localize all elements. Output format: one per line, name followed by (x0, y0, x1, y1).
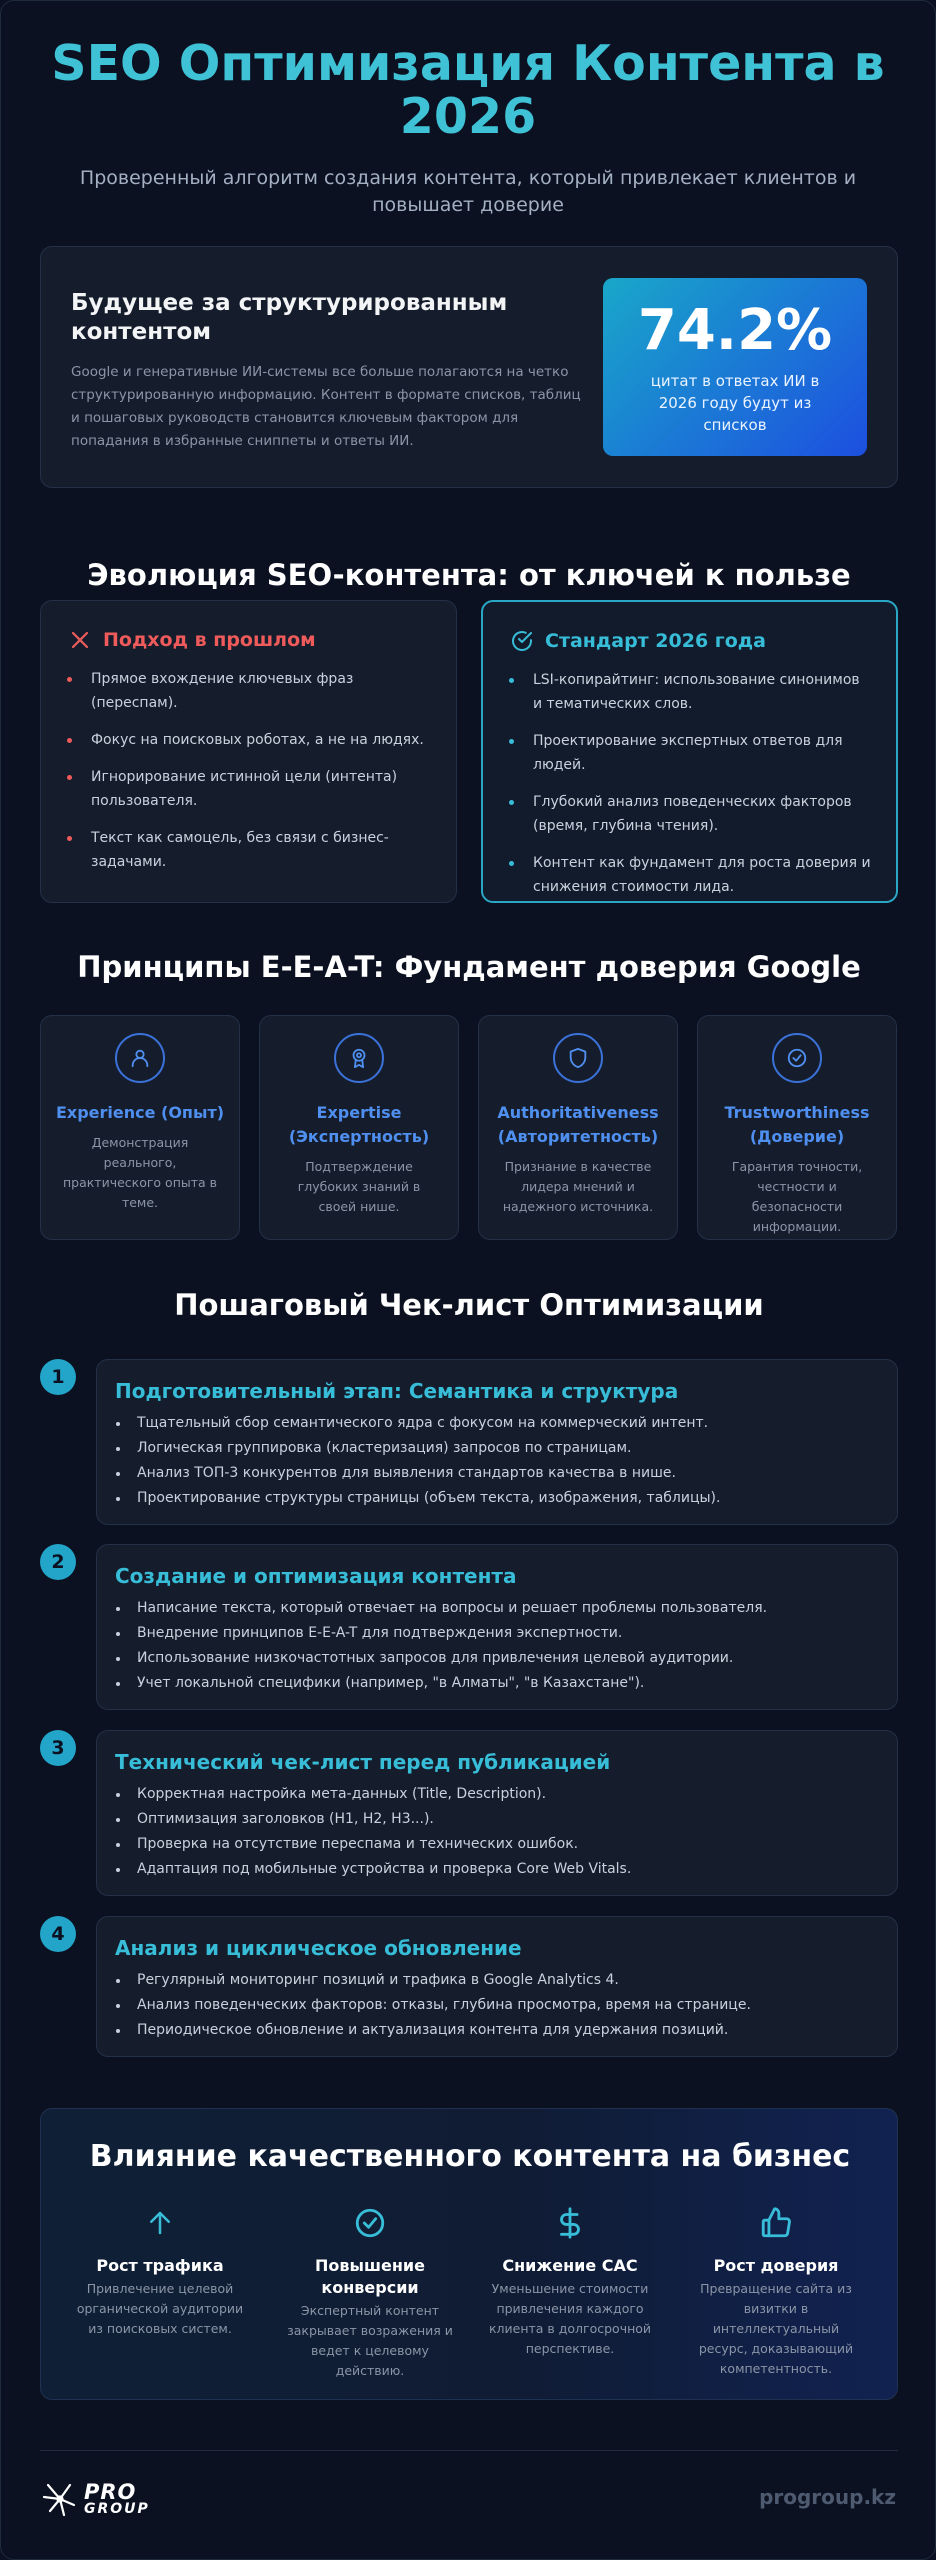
logo-text (84, 2480, 150, 2518)
impact-item-conversion (275, 2201, 465, 2381)
step-title: Технический чек-лист перед публикацией (115, 1750, 611, 1774)
impact-item-text: Уменьшение стоимости привлечения каждого клиента в долгосрочной перспективе. (488, 2281, 652, 2356)
list-item: Регулярный мониторинг позиций и трафика в Google Analytics 4. (115, 1968, 877, 1993)
list-item: Проектирование экспертных ответов для людей. (509, 729, 872, 777)
step-number: 4 (40, 1916, 76, 1952)
badge-check-icon (772, 1033, 822, 1083)
list-item: Логическая группировка (кластеризация) запросов по страницам. (115, 1436, 877, 1461)
impact-item-title: Снижение CAC (502, 2256, 638, 2275)
impact-section (40, 2108, 898, 2400)
hero (1, 1, 935, 219)
step-title: Создание и оптимизация контента (115, 1564, 517, 1588)
past-approach-card (40, 600, 457, 903)
impact-item-title: Повышение конверсии (315, 2256, 425, 2297)
eeat-card-text: Демонстрация реального, практического опыта в теме. (62, 1135, 218, 1210)
eeat-card-text: Гарантия точности, честности и безопасности информации. (731, 1159, 863, 1234)
list-item: Прямое вхождение ключевых фраз (переспам). (67, 667, 432, 715)
site-link[interactable]: progroup.kz (759, 2485, 896, 2509)
eeat-card-text: Признание в качестве лидера мнений и надежного источника. (502, 1159, 654, 1214)
impact-item-title: Рост трафика (96, 2256, 224, 2275)
checklist-step (96, 1359, 898, 1525)
award-icon (334, 1033, 384, 1083)
eeat-card-title: Expertise (Экспертность) (288, 1103, 430, 1146)
step-title: Анализ и циклическое обновление (115, 1936, 522, 1960)
list-item: Периодическое обновление и актуализация контента для удержания позиций. (115, 2018, 877, 2043)
step-number: 1 (40, 1359, 76, 1395)
past-approach-title: Подход в прошлом (103, 629, 316, 651)
past-approach-heading (67, 627, 432, 653)
x-icon (67, 627, 93, 653)
step-list (115, 1968, 877, 2043)
stat-value: 74.2% (637, 298, 833, 363)
list-item: Анализ ТОП-3 конкурентов для выявления стандартов качества в нише. (115, 1461, 877, 1486)
logo-text-top: PRO (84, 2480, 137, 2504)
standard-2026-card (481, 600, 898, 903)
logo-text-bottom: GROUP (84, 2501, 150, 2517)
arrow-up-icon (65, 2201, 255, 2245)
check-circle-icon (509, 628, 535, 654)
stat-caption: цитат в ответах ИИ в 2026 году будут из списков (650, 372, 820, 434)
eeat-card-text: Подтверждение глубоких знаний в своей нише. (297, 1159, 421, 1214)
list-item: Анализ поведенческих факторов: отказы, глубина просмотра, время на странице. (115, 1993, 877, 2018)
shield-icon (553, 1033, 603, 1083)
list-item: Использование низкочастотных запросов для привлечения целевой аудитории. (115, 1646, 877, 1671)
checklist-step (96, 1916, 898, 2057)
list-item: Глубокий анализ поведенческих факторов (время, глубина чтения). (509, 790, 872, 838)
impact-item-trust (681, 2201, 871, 2379)
impact-item-cac (475, 2201, 665, 2359)
step-title: Подготовительный этап: Семантика и структура (115, 1379, 679, 1403)
step-list (115, 1411, 877, 1511)
eeat-card-title: Trustworthiness (Доверие) (724, 1103, 870, 1146)
eeat-card-expertise (259, 1015, 459, 1240)
list-item: Игнорирование истинной цели (интента) пользователя. (67, 765, 432, 813)
standard-2026-list (509, 668, 872, 899)
footer-divider (40, 2450, 898, 2451)
page-title: SEO Оптимизация Контента в 2026 (51, 35, 885, 145)
impact-item-traffic (65, 2201, 255, 2339)
list-item: Текст как самоцель, без связи с бизнес-задачами. (67, 826, 432, 874)
eeat-card-trustworthiness (697, 1015, 897, 1240)
standard-2026-heading (509, 628, 872, 654)
future-text: Google и генеративные ИИ-системы все больше полагаются на четко структурированную информацию. Контент в формате списков, таблиц и пошаговых руководств становится ключевым фактором для попадания в избранные сниппеты и ответы ИИ. (71, 364, 581, 449)
future-card (40, 246, 898, 488)
eeat-title: Принципы E-E-A-T: Фундамент доверия Google (77, 950, 861, 984)
future-title: Будущее за структурированным контентом (71, 290, 508, 345)
list-item: Фокус на поисковых роботах, а не на людях. (67, 728, 432, 752)
list-item: Проверка на отсутствие переспама и технических ошибок. (115, 1832, 877, 1857)
past-approach-list (67, 667, 432, 874)
list-item: Проектирование структуры страницы (объем текста, изображения, таблицы). (115, 1486, 877, 1511)
step-number: 2 (40, 1544, 76, 1580)
step-list (115, 1782, 877, 1882)
impact-item-text: Привлечение целевой органической аудитории из поисковых систем. (76, 2281, 244, 2336)
impact-title: Влияние качественного контента на бизнес (89, 2139, 851, 2174)
impact-item-text: Экспертный контент закрывает возражения и ведет к целевому действию. (287, 2303, 453, 2378)
standard-2026-title: Стандарт 2026 года (545, 630, 766, 652)
list-item: LSI-копирайтинг: использование синонимов и тематических слов. (509, 668, 872, 716)
thumbs-up-icon (681, 2201, 871, 2245)
list-item: Контент как фундамент для роста доверия и снижения стоимости лида. (509, 851, 872, 899)
impact-item-text: Превращение сайта из визитки в интеллектуальный ресурс, доказывающий компетентность. (698, 2281, 854, 2376)
logo-mark-icon (40, 2479, 80, 2523)
list-item: Написание текста, который отвечает на вопросы и решает проблемы пользователя. (115, 1596, 877, 1621)
impact-item-title: Рост доверия (713, 2256, 839, 2275)
user-icon (115, 1033, 165, 1083)
checklist-step (96, 1730, 898, 1896)
evolution-title: Эволюция SEO-контента: от ключей к пользе (87, 558, 851, 592)
checklist-title: Пошаговый Чек-лист Оптимизации (174, 1288, 764, 1322)
list-item: Корректная настройка мета-данных (Title, Description). (115, 1782, 877, 1807)
eeat-card-title: Experience (Опыт) (55, 1103, 225, 1122)
step-number: 3 (40, 1730, 76, 1766)
list-item: Внедрение принципов E-E-A-T для подтверждения экспертности. (115, 1621, 877, 1646)
list-item: Оптимизация заголовков (H1, H2, H3...). (115, 1807, 877, 1832)
eeat-card-title: Authoritativeness (Авторитетность) (497, 1103, 659, 1146)
dollar-icon (475, 2201, 665, 2245)
progroup-logo[interactable] (40, 2479, 150, 2523)
stat-box (603, 278, 867, 456)
list-item: Адаптация под мобильные устройства и проверка Core Web Vitals. (115, 1857, 877, 1882)
list-item: Тщательный сбор семантического ядра с фокусом на коммерческий интент. (115, 1411, 877, 1436)
check-circle-icon (275, 2201, 465, 2245)
eeat-card-authoritativeness (478, 1015, 678, 1240)
page-subtitle: Проверенный алгоритм создания контента, который привлекает клиентов и повышает доверие (79, 167, 857, 216)
step-list (115, 1596, 877, 1696)
checklist-step (96, 1544, 898, 1710)
eeat-card-experience (40, 1015, 240, 1240)
list-item: Учет локальной специфики (например, "в Алматы", "в Казахстане"). (115, 1671, 877, 1696)
